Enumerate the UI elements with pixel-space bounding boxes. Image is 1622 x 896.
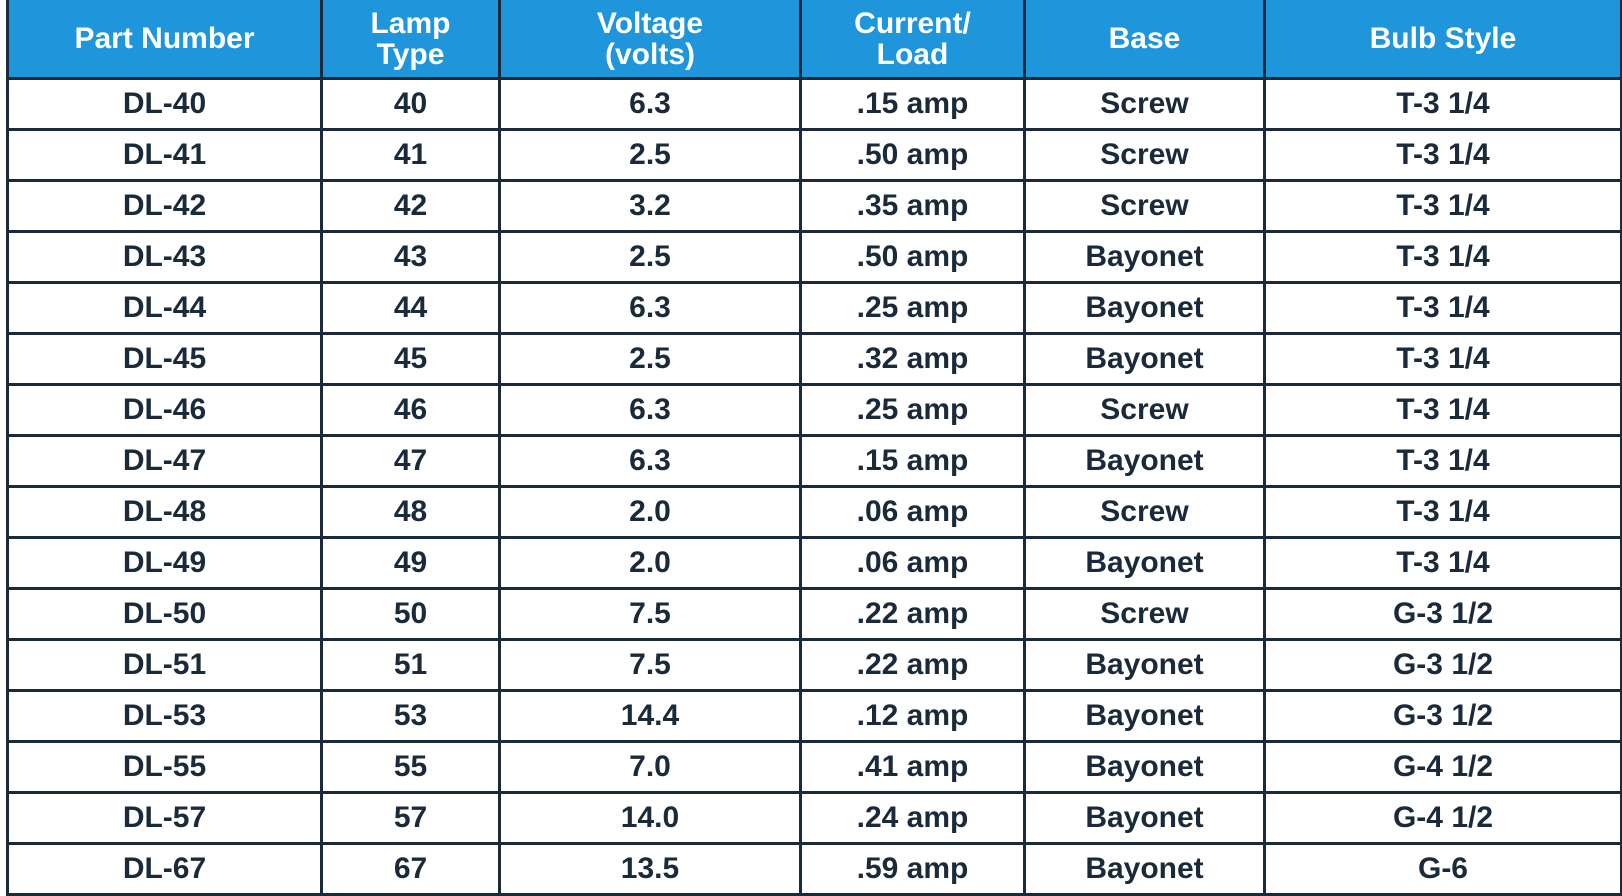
table-row [8, 793, 1622, 844]
base-cell: Bayonet [1025, 640, 1265, 691]
part-number-cell: DL-57 [8, 793, 322, 844]
lamp-type-cell: 41 [322, 130, 500, 181]
voltage-cell: 13.5 [500, 844, 801, 895]
lamp-type-cell: 51 [322, 640, 500, 691]
current-load-cell: .24 amp [801, 793, 1025, 844]
part-number-cell: DL-51 [8, 640, 322, 691]
bulb-style-cell: T-3 1/4 [1265, 79, 1622, 130]
current-load-cell: .35 amp [801, 181, 1025, 232]
base-cell: Screw [1025, 487, 1265, 538]
lamp-type-cell: 53 [322, 691, 500, 742]
header-bulb-style [1265, 0, 1622, 79]
table-row [8, 742, 1622, 793]
lamp-type-cell: 42 [322, 181, 500, 232]
current-load-cell: .15 amp [801, 436, 1025, 487]
base-cell: Screw [1025, 79, 1265, 130]
bulb-style-cell: T-3 1/4 [1265, 334, 1622, 385]
part-number-cell: DL-46 [8, 385, 322, 436]
part-number-cell: DL-43 [8, 232, 322, 283]
table-header [8, 0, 1622, 79]
lamp-spec-table [6, 0, 1622, 896]
base-cell: Bayonet [1025, 334, 1265, 385]
header-current-load [801, 0, 1025, 79]
bulb-style-cell: G-3 1/2 [1265, 589, 1622, 640]
base-cell: Bayonet [1025, 436, 1265, 487]
header-label: Bulb Style [1369, 22, 1517, 55]
part-number-cell: DL-53 [8, 691, 322, 742]
header-label: Current/ [854, 6, 971, 40]
bulb-style-cell: T-3 1/4 [1265, 130, 1622, 181]
part-number-cell: DL-47 [8, 436, 322, 487]
header-row [8, 0, 1622, 79]
current-load-cell: .59 amp [801, 844, 1025, 895]
current-load-cell: .32 amp [801, 334, 1025, 385]
part-number-cell: DL-50 [8, 589, 322, 640]
current-load-cell: .12 amp [801, 691, 1025, 742]
part-number-cell: DL-40 [8, 79, 322, 130]
lamp-type-cell: 46 [322, 385, 500, 436]
current-load-cell: .22 amp [801, 640, 1025, 691]
lamp-type-cell: 48 [322, 487, 500, 538]
voltage-cell: 14.4 [500, 691, 801, 742]
header-label: Base [1108, 22, 1181, 55]
voltage-cell: 2.5 [500, 232, 801, 283]
bulb-style-cell: T-3 1/4 [1265, 487, 1622, 538]
lamp-type-cell: 47 [322, 436, 500, 487]
voltage-cell: 3.2 [500, 181, 801, 232]
table-row [8, 232, 1622, 283]
lamp-type-cell: 50 [322, 589, 500, 640]
base-cell: Screw [1025, 130, 1265, 181]
header-lamp-type [322, 0, 500, 79]
voltage-cell: 2.5 [500, 130, 801, 181]
voltage-cell: 6.3 [500, 436, 801, 487]
table-row [8, 283, 1622, 334]
base-cell: Bayonet [1025, 283, 1265, 334]
part-number-cell: DL-67 [8, 844, 322, 895]
lamp-type-cell: 43 [322, 232, 500, 283]
current-load-cell: .06 amp [801, 538, 1025, 589]
table-row [8, 844, 1622, 895]
lamp-type-cell: 57 [322, 793, 500, 844]
bulb-style-cell: G-6 [1265, 844, 1622, 895]
current-load-cell: .22 amp [801, 589, 1025, 640]
bulb-style-cell: G-3 1/2 [1265, 640, 1622, 691]
voltage-cell: 2.0 [500, 487, 801, 538]
current-load-cell: .25 amp [801, 385, 1025, 436]
table-row [8, 334, 1622, 385]
base-cell: Bayonet [1025, 742, 1265, 793]
current-load-cell: .06 amp [801, 487, 1025, 538]
voltage-cell: 6.3 [500, 79, 801, 130]
base-cell: Bayonet [1025, 538, 1265, 589]
header-label: (volts) [605, 37, 695, 71]
current-load-cell: .50 amp [801, 130, 1025, 181]
table-row [8, 385, 1622, 436]
bulb-style-cell: T-3 1/4 [1265, 538, 1622, 589]
part-number-cell: DL-42 [8, 181, 322, 232]
bulb-style-cell: G-4 1/2 [1265, 793, 1622, 844]
voltage-cell: 6.3 [500, 283, 801, 334]
bulb-style-cell: G-3 1/2 [1265, 691, 1622, 742]
lamp-type-cell: 44 [322, 283, 500, 334]
lamp-type-cell: 49 [322, 538, 500, 589]
table-row [8, 640, 1622, 691]
table-row [8, 436, 1622, 487]
bulb-style-cell: T-3 1/4 [1265, 181, 1622, 232]
voltage-cell: 6.3 [500, 385, 801, 436]
part-number-cell: DL-44 [8, 283, 322, 334]
voltage-cell: 7.5 [500, 589, 801, 640]
header-label: Part Number [74, 22, 255, 55]
lamp-type-cell: 55 [322, 742, 500, 793]
part-number-cell: DL-48 [8, 487, 322, 538]
table-row [8, 181, 1622, 232]
table-row [8, 691, 1622, 742]
base-cell: Screw [1025, 181, 1265, 232]
current-load-cell: .25 amp [801, 283, 1025, 334]
voltage-cell: 14.0 [500, 793, 801, 844]
header-label: Load [876, 37, 949, 71]
lamp-type-cell: 67 [322, 844, 500, 895]
header-label: Lamp [370, 6, 451, 40]
current-load-cell: .15 amp [801, 79, 1025, 130]
voltage-cell: 7.5 [500, 640, 801, 691]
table-body [8, 79, 1622, 895]
bulb-style-cell: T-3 1/4 [1265, 283, 1622, 334]
part-number-cell: DL-49 [8, 538, 322, 589]
bulb-style-cell: T-3 1/4 [1265, 436, 1622, 487]
base-cell: Screw [1025, 589, 1265, 640]
base-cell: Bayonet [1025, 844, 1265, 895]
bulb-style-cell: G-4 1/2 [1265, 742, 1622, 793]
header-base [1025, 0, 1265, 79]
lamp-type-cell: 40 [322, 79, 500, 130]
header-label: Type [376, 37, 445, 71]
base-cell: Bayonet [1025, 691, 1265, 742]
part-number-cell: DL-55 [8, 742, 322, 793]
table-row [8, 487, 1622, 538]
voltage-cell: 2.5 [500, 334, 801, 385]
voltage-cell: 2.0 [500, 538, 801, 589]
part-number-cell: DL-41 [8, 130, 322, 181]
current-load-cell: .41 amp [801, 742, 1025, 793]
base-cell: Bayonet [1025, 793, 1265, 844]
table-row [8, 538, 1622, 589]
lamp-type-cell: 45 [322, 334, 500, 385]
table-row [8, 130, 1622, 181]
voltage-cell: 7.0 [500, 742, 801, 793]
table-row [8, 589, 1622, 640]
base-cell: Bayonet [1025, 232, 1265, 283]
header-voltage [500, 0, 801, 79]
table-row [8, 79, 1622, 130]
bulb-style-cell: T-3 1/4 [1265, 385, 1622, 436]
header-label: Voltage [596, 6, 704, 40]
current-load-cell: .50 amp [801, 232, 1025, 283]
header-part-number [8, 0, 322, 79]
part-number-cell: DL-45 [8, 334, 322, 385]
bulb-style-cell: T-3 1/4 [1265, 232, 1622, 283]
base-cell: Screw [1025, 385, 1265, 436]
